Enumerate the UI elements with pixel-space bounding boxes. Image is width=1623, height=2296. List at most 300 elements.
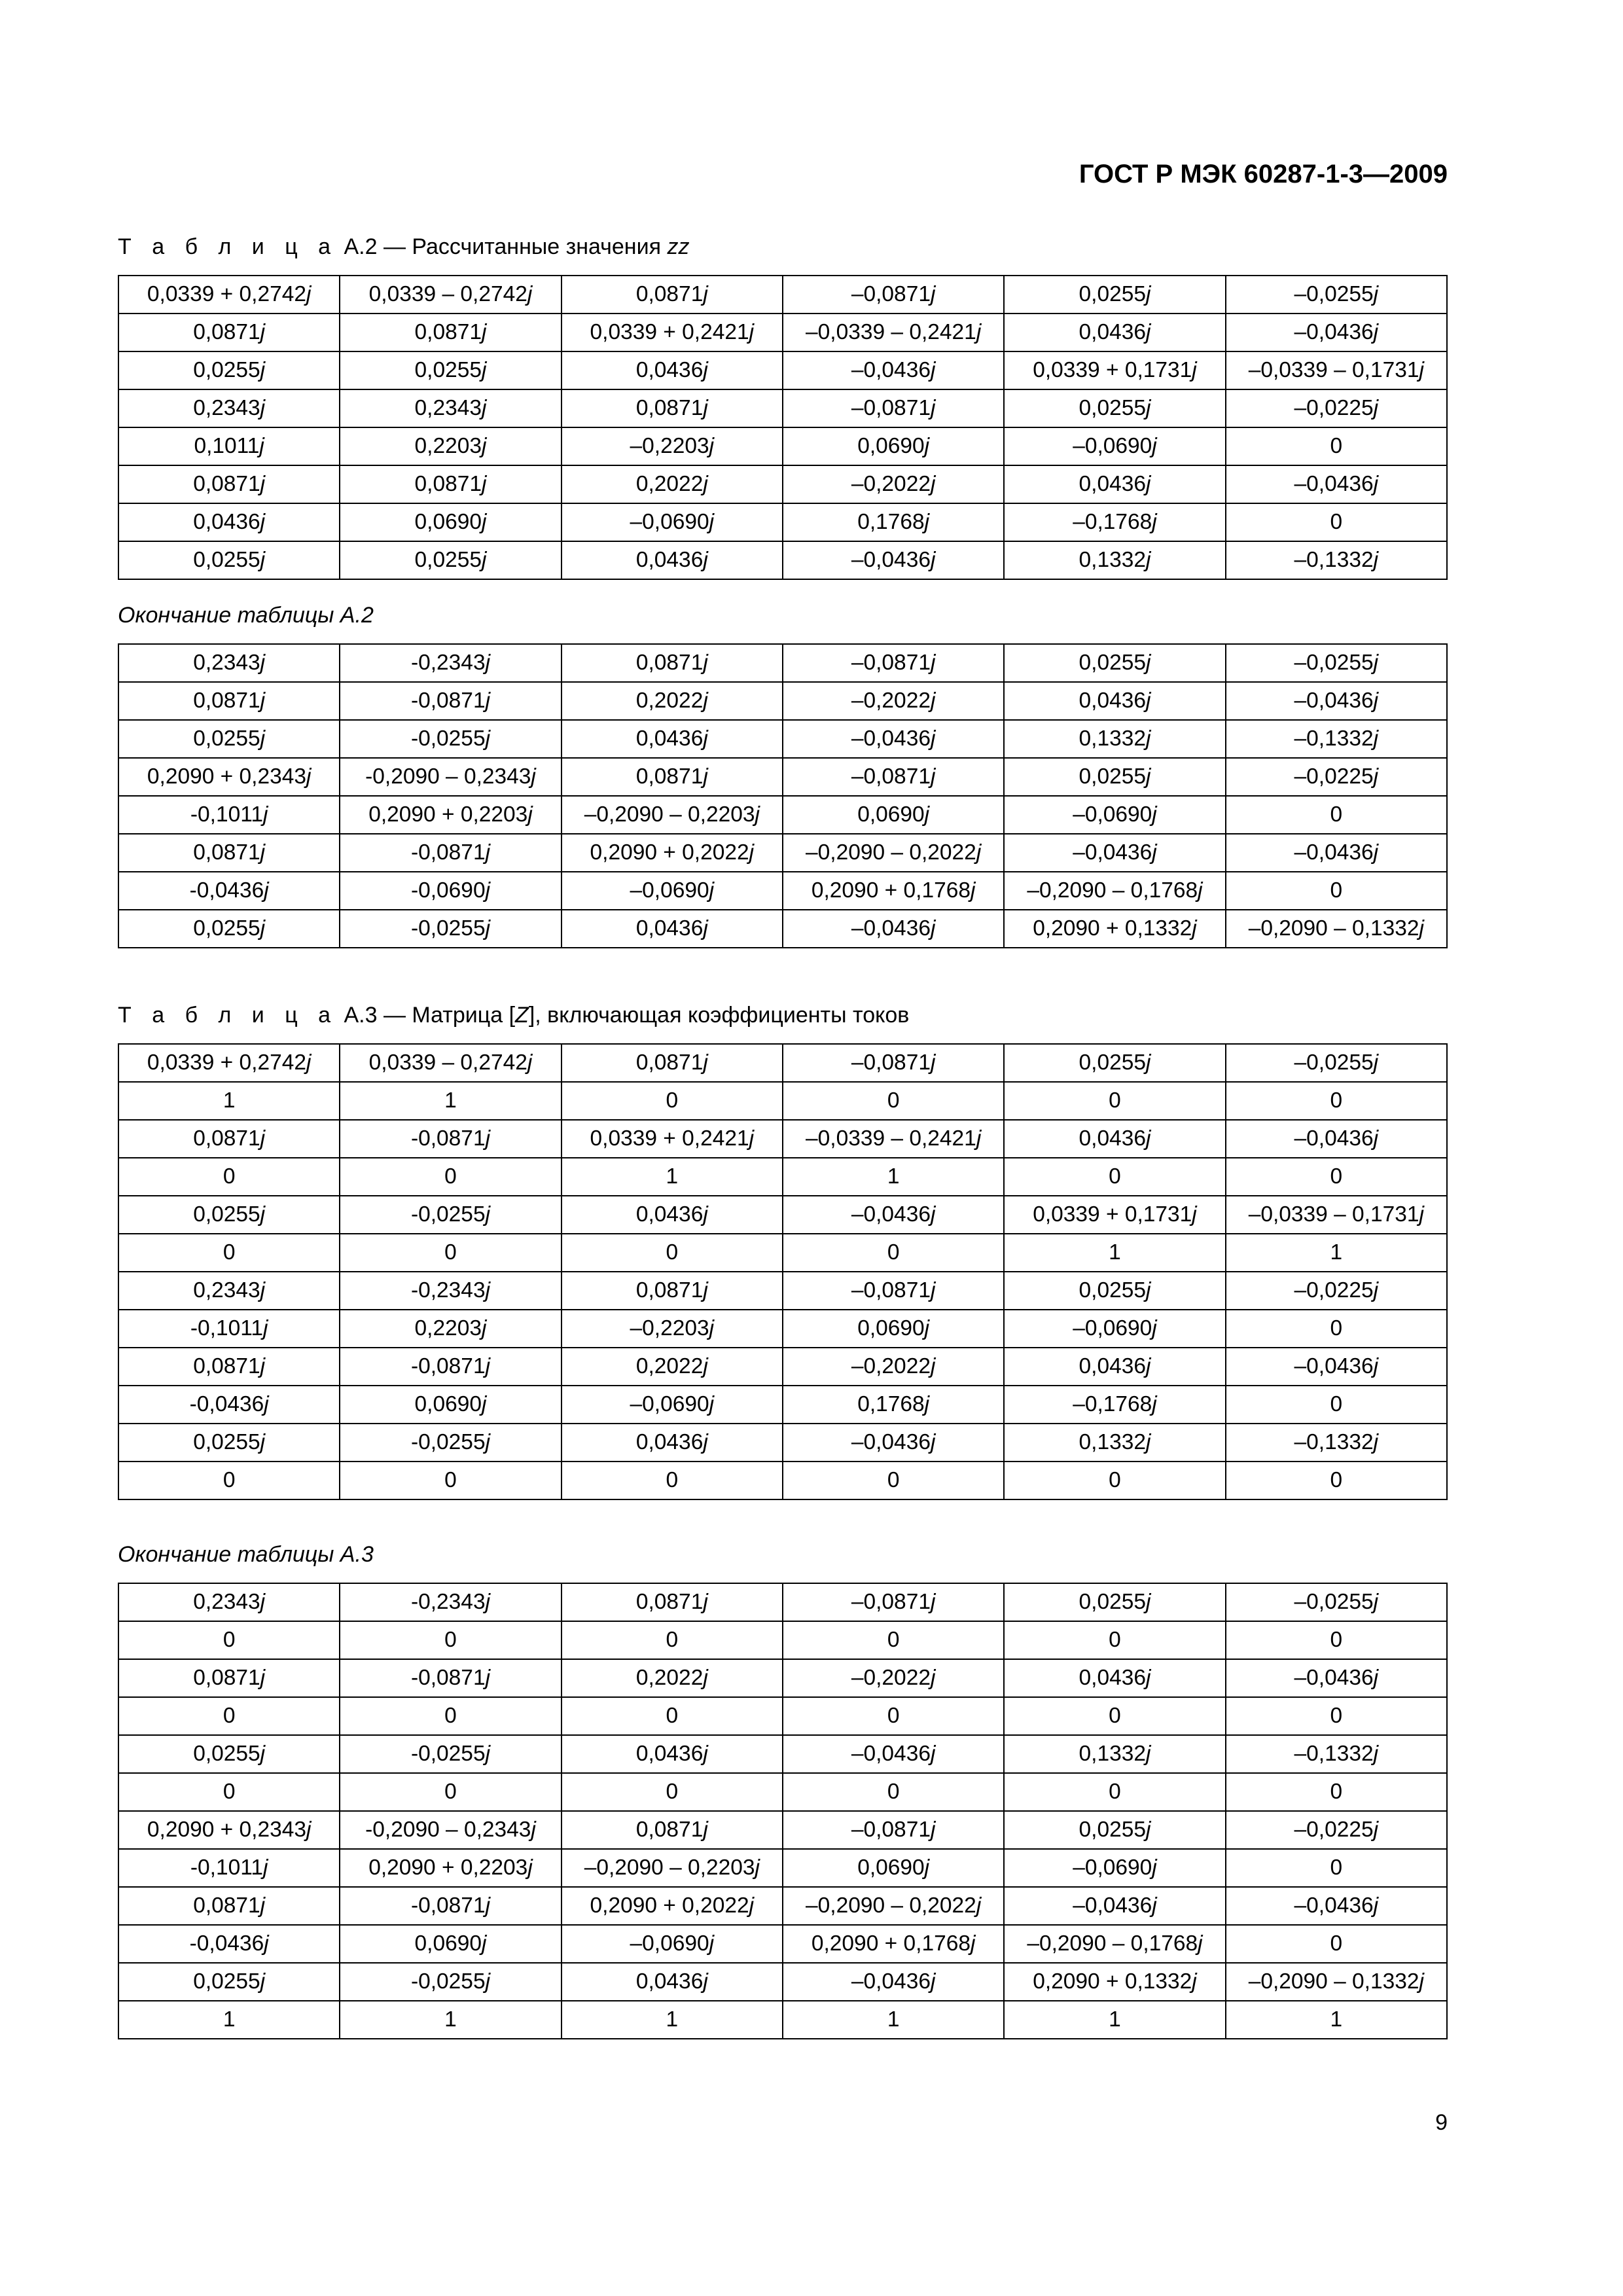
table-cell (1226, 1120, 1447, 1158)
imaginary-unit: j (1373, 840, 1379, 865)
table-cell (783, 1849, 1004, 1887)
imaginary-unit: j (263, 802, 268, 827)
imaginary-unit: j (930, 548, 936, 572)
imaginary-unit: j (482, 358, 487, 382)
table-cell (783, 1887, 1004, 1925)
table-cell (562, 351, 783, 389)
table-cell (562, 389, 783, 427)
cell-number: 0,0690 (857, 434, 925, 458)
table-cell (783, 758, 1004, 796)
table-cell (562, 1044, 783, 1082)
cell-number: -0,2343 (410, 651, 486, 675)
table-cell: 1 (1004, 2001, 1225, 2039)
table-cell (783, 1120, 1004, 1158)
imaginary-unit: j (1373, 548, 1379, 572)
table-cell (1004, 1925, 1225, 1963)
cell-number: 0,2203 (414, 1316, 482, 1340)
table-cell: 1 (340, 1082, 561, 1120)
table-cell (562, 1310, 783, 1348)
table-cell (783, 682, 1004, 720)
imaginary-unit: j (1145, 651, 1151, 675)
imaginary-unit: j (306, 282, 312, 306)
imaginary-unit: j (1373, 472, 1379, 496)
cell-number: –0,0436 (1294, 1666, 1374, 1690)
imaginary-unit: j (1373, 1050, 1379, 1075)
imaginary-unit: j (749, 1126, 755, 1151)
table-cell (340, 1424, 561, 1462)
cell-number: 0,0871 (193, 1666, 260, 1690)
imaginary-unit: j (1145, 1430, 1151, 1454)
table-cell (562, 720, 783, 758)
table-cell: 0 (340, 1234, 561, 1272)
table-cell (118, 1310, 340, 1348)
imaginary-unit: j (930, 1354, 936, 1378)
imaginary-unit: j (1145, 1666, 1151, 1690)
cell-number: 0,0255 (193, 358, 260, 382)
imaginary-unit: j (264, 1392, 269, 1416)
imaginary-unit: j (1145, 1126, 1151, 1151)
table-cell (1004, 503, 1225, 541)
table-cell (1004, 351, 1225, 389)
table-cell (340, 796, 561, 834)
table-cell: 0 (1226, 503, 1447, 541)
table-cell (1004, 872, 1225, 910)
table-cell (562, 541, 783, 579)
cell-number: 0,0339 + 0,1731 (1033, 358, 1192, 382)
table-cell (1226, 1583, 1447, 1621)
imaginary-unit: j (260, 510, 266, 534)
cell-number: -0,1011 (190, 1856, 263, 1880)
table-cell (1004, 758, 1225, 796)
cell-number: –0,0690 (630, 1931, 709, 1956)
cell-number: –0,0871 (851, 282, 931, 306)
cell-number: 0,0255 (1079, 1818, 1146, 1842)
imaginary-unit: j (930, 764, 936, 789)
table-cell (562, 834, 783, 872)
cell-number: 0,0255 (1079, 1050, 1146, 1075)
imaginary-unit: j (930, 396, 936, 420)
table-cell (1226, 314, 1447, 351)
table-a2-end (118, 643, 1448, 948)
imaginary-unit: j (1145, 1590, 1151, 1614)
imaginary-unit: j (1152, 840, 1157, 865)
cell-number: 0,0436 (1079, 472, 1146, 496)
imaginary-unit: j (1152, 510, 1157, 534)
table-cell: 0 (562, 1082, 783, 1120)
cell-number: –0,0225 (1294, 396, 1374, 420)
table-cell (118, 796, 340, 834)
table-cell (1226, 1272, 1447, 1310)
cell-number: 0,0436 (635, 1430, 704, 1454)
imaginary-unit: j (749, 840, 755, 865)
cell-number: –0,2090 – 0,2203 (584, 802, 755, 827)
table-cell (562, 796, 783, 834)
table-row (118, 1887, 1447, 1925)
table-label: Т а б л и ц а (118, 234, 338, 259)
imaginary-unit: j (930, 651, 936, 675)
cell-number: –0,0690 (1073, 802, 1152, 827)
table-cell (340, 1348, 561, 1386)
cell-number: –0,2022 (851, 1666, 931, 1690)
cell-number: 0,0255 (414, 358, 482, 382)
cell-number: 0,2022 (635, 689, 704, 713)
cell-number: –0,1332 (1294, 548, 1374, 572)
table-cell (783, 1196, 1004, 1234)
table-cell (562, 1963, 783, 2001)
imaginary-unit: j (703, 282, 708, 306)
table-cell (340, 1849, 561, 1887)
table-row (118, 1272, 1447, 1310)
table-cell (1004, 796, 1225, 834)
cell-number: -0,2090 – 0,2343 (365, 1818, 531, 1842)
cell-number: 0,0690 (414, 1931, 482, 1956)
table-cell (340, 1310, 561, 1348)
imaginary-unit: j (1373, 1430, 1379, 1454)
imaginary-unit: j (482, 472, 487, 496)
cell-number: -0,0871 (410, 689, 486, 713)
imaginary-unit: j (970, 878, 976, 903)
table-cell (1004, 427, 1225, 465)
imaginary-unit: j (930, 689, 936, 713)
imaginary-unit: j (485, 1430, 491, 1454)
imaginary-unit: j (709, 510, 715, 534)
cell-number: –0,0871 (851, 764, 931, 789)
table-cell (783, 1659, 1004, 1697)
table-cell (118, 1120, 340, 1158)
cell-number: 0,0871 (193, 1126, 260, 1151)
table-row (118, 1659, 1447, 1697)
cell-number: –0,0436 (851, 548, 931, 572)
imaginary-unit: j (1198, 878, 1203, 903)
table-cell: 0 (1226, 1082, 1447, 1120)
cell-number: 0,2203 (414, 434, 482, 458)
table-cell (118, 758, 340, 796)
cell-number: 0,2343 (193, 396, 260, 420)
cell-number: –0,0339 – 0,2421 (806, 320, 976, 344)
cell-number: 0,0871 (635, 764, 704, 789)
cell-number: –0,0436 (1073, 840, 1152, 865)
cell-number: -0,0436 (189, 1392, 264, 1416)
cell-number: 0,0690 (414, 510, 482, 534)
imaginary-unit: j (1373, 726, 1379, 751)
cell-number: 0,0871 (193, 840, 260, 865)
cell-number: 0,0339 + 0,1731 (1033, 1202, 1192, 1227)
imaginary-unit: j (1152, 802, 1157, 827)
cell-number: 0,0690 (857, 1316, 925, 1340)
table-cell: 0 (1226, 796, 1447, 834)
cell-number: –0,0255 (1294, 282, 1374, 306)
table-cell: 0 (1226, 872, 1447, 910)
cell-number: 0,0436 (1079, 689, 1146, 713)
cell-number: –0,0690 (630, 1392, 709, 1416)
table-cell (562, 1735, 783, 1773)
cell-number: 0,0436 (635, 1202, 704, 1227)
cell-number: 0,0339 + 0,2742 (147, 282, 306, 306)
imaginary-unit: j (703, 764, 708, 789)
table-row (118, 276, 1447, 314)
imaginary-unit: j (482, 1316, 487, 1340)
table-cell (340, 389, 561, 427)
table-row (118, 503, 1447, 541)
cell-number: 0,0339 – 0,2742 (368, 282, 527, 306)
imaginary-unit: j (482, 320, 487, 344)
imaginary-unit: j (482, 434, 487, 458)
table-cell (340, 1120, 561, 1158)
table-cell (783, 1811, 1004, 1849)
table-cell (1226, 1887, 1447, 1925)
table-cell (340, 314, 561, 351)
table-cell (118, 1386, 340, 1424)
imaginary-unit: j (485, 1202, 491, 1227)
table-cell (562, 1196, 783, 1234)
imaginary-unit: j (1145, 320, 1151, 344)
imaginary-unit: j (1373, 1893, 1379, 1918)
imaginary-unit: j (1152, 1392, 1157, 1416)
table-cell: 0 (783, 1082, 1004, 1120)
table-cell: 1 (783, 2001, 1004, 2039)
imaginary-unit: j (703, 1666, 708, 1690)
cell-number: –0,0339 – 0,1731 (1248, 1202, 1419, 1227)
imaginary-unit: j (709, 1392, 715, 1416)
imaginary-unit: j (1419, 1202, 1424, 1227)
cell-number: 0,2090 + 0,2022 (590, 1893, 749, 1918)
imaginary-unit: j (1192, 1969, 1197, 1994)
table-cell (340, 758, 561, 796)
cell-number: –0,0690 (630, 878, 709, 903)
table-cell (1004, 910, 1225, 948)
table-cell (340, 1583, 561, 1621)
table-cell: 0 (1226, 1386, 1447, 1424)
table-cell (1226, 1348, 1447, 1386)
imaginary-unit: j (485, 1278, 491, 1302)
table-row (118, 1424, 1447, 1462)
caption-text-end: ], включающая коэффициенты токов (528, 1003, 910, 1028)
table-cell (1004, 1887, 1225, 1925)
cell-number: 0,0871 (635, 396, 704, 420)
imaginary-unit: j (703, 1354, 708, 1378)
imaginary-unit: j (1373, 1742, 1379, 1766)
table-cell (340, 1735, 561, 1773)
table-cell (1004, 1735, 1225, 1773)
table-cell (1004, 834, 1225, 872)
imaginary-unit: j (1192, 358, 1197, 382)
cell-number: -0,0255 (410, 1430, 486, 1454)
cell-number: -0,2090 – 0,2343 (365, 764, 531, 789)
imaginary-unit: j (263, 1316, 268, 1340)
table-cell (562, 682, 783, 720)
table-cell (118, 1583, 340, 1621)
table-cell: 0 (1226, 1621, 1447, 1659)
cell-number: –0,0436 (851, 1202, 931, 1227)
table-cell (340, 276, 561, 314)
imaginary-unit: j (1373, 1354, 1379, 1378)
table-cell (783, 427, 1004, 465)
imaginary-unit: j (482, 1931, 487, 1956)
cell-number: 0,0255 (1079, 651, 1146, 675)
imaginary-unit: j (976, 1893, 982, 1918)
cell-number: –0,0436 (1294, 1354, 1374, 1378)
caption-text: А.3 — Матрица [ (338, 1003, 516, 1028)
table-cell (118, 1196, 340, 1234)
imaginary-unit: j (260, 1893, 266, 1918)
table-cell (562, 1925, 783, 1963)
imaginary-unit: j (1373, 282, 1379, 306)
table-row (118, 351, 1447, 389)
cell-number: 0,0436 (1079, 320, 1146, 344)
cell-number: –0,0225 (1294, 1818, 1374, 1842)
table-cell (1004, 314, 1225, 351)
table-cell: 0 (1226, 1773, 1447, 1811)
table-cell (1004, 720, 1225, 758)
imaginary-unit: j (1373, 1278, 1379, 1302)
cell-number: -0,0255 (410, 1969, 486, 1994)
cell-number: 0,2090 + 0,1768 (811, 878, 971, 903)
table-row (118, 720, 1447, 758)
table-cell (1004, 682, 1225, 720)
table-cell: 1 (783, 1158, 1004, 1196)
table-cell: 0 (118, 1462, 340, 1499)
table-row (118, 1082, 1447, 1120)
cell-number: 0,1332 (1079, 726, 1146, 751)
table-cell (562, 1348, 783, 1386)
table-cell (118, 1925, 340, 1963)
caption-text: А.2 — Рассчитанные значения (338, 234, 668, 259)
cell-number: 0,0255 (193, 1430, 260, 1454)
cell-number: –0,1332 (1294, 1742, 1374, 1766)
cell-number: 0,2090 + 0,1332 (1033, 1969, 1192, 1994)
table-cell: 0 (1226, 1849, 1447, 1887)
table-cell (783, 1310, 1004, 1348)
cell-number: 0,0871 (635, 1050, 704, 1075)
cell-number: 0,0255 (414, 548, 482, 572)
table-cell (562, 1386, 783, 1424)
cell-number: 0,0255 (1079, 396, 1146, 420)
table-row (118, 1462, 1447, 1499)
cell-number: 0,1332 (1079, 1430, 1146, 1454)
imaginary-unit: j (485, 1126, 491, 1151)
table-cell (1004, 1386, 1225, 1424)
table-cell (340, 1659, 561, 1697)
table-cell (340, 1044, 561, 1082)
cell-number: 0,0436 (1079, 1666, 1146, 1690)
imaginary-unit: j (1373, 320, 1379, 344)
table-cell: 0 (783, 1621, 1004, 1659)
cell-number: 0,0871 (635, 1278, 704, 1302)
imaginary-unit: j (1145, 548, 1151, 572)
table-cell (783, 503, 1004, 541)
table-cell (783, 644, 1004, 682)
cell-number: –0,0225 (1294, 1278, 1374, 1302)
cell-number: 0,0255 (1079, 282, 1146, 306)
table-cell (783, 1925, 1004, 1963)
imaginary-unit: j (924, 434, 930, 458)
table-cell (340, 427, 561, 465)
imaginary-unit: j (1145, 396, 1151, 420)
cell-number: –0,2090 – 0,1332 (1248, 916, 1419, 941)
cell-number: 0,2090 + 0,1332 (1033, 916, 1192, 941)
cell-number: 0,0871 (635, 282, 704, 306)
cell-number: –0,0436 (851, 1969, 931, 1994)
imaginary-unit: j (930, 472, 936, 496)
table-cell (783, 834, 1004, 872)
table-row (118, 1583, 1447, 1621)
imaginary-unit: j (755, 802, 760, 827)
table-cell (1004, 1044, 1225, 1082)
imaginary-unit: j (703, 548, 708, 572)
imaginary-unit: j (1192, 916, 1197, 941)
table-a3-end (118, 1583, 1448, 2039)
cell-number: 0,2090 + 0,2343 (147, 764, 306, 789)
caption-variable: Z (515, 1003, 529, 1028)
cell-number: –0,2090 – 0,1768 (1027, 1931, 1198, 1956)
table-row (118, 1735, 1447, 1773)
table-cell (118, 1272, 340, 1310)
cell-number: 0,0871 (414, 472, 482, 496)
imaginary-unit: j (527, 1856, 533, 1880)
imaginary-unit: j (485, 1666, 491, 1690)
table-cell (783, 276, 1004, 314)
imaginary-unit: j (930, 282, 936, 306)
cell-number: 0,0871 (193, 472, 260, 496)
table-cell (783, 1348, 1004, 1386)
table-cell (340, 351, 561, 389)
imaginary-unit: j (264, 878, 269, 903)
table-cell (118, 1811, 340, 1849)
table-a2-caption (118, 234, 689, 260)
imaginary-unit: j (703, 1050, 708, 1075)
table-cell (340, 682, 561, 720)
table-cell (562, 1811, 783, 1849)
imaginary-unit: j (260, 726, 266, 751)
table-cell (1004, 1310, 1225, 1348)
table-row (118, 427, 1447, 465)
cell-number: 0,2090 + 0,2203 (368, 1856, 528, 1880)
table-cell (118, 682, 340, 720)
cell-number: 0,0436 (1079, 1354, 1146, 1378)
cell-number: 0,2343 (414, 396, 482, 420)
table-cell (118, 720, 340, 758)
table-cell (783, 389, 1004, 427)
imaginary-unit: j (703, 726, 708, 751)
imaginary-unit: j (703, 1742, 708, 1766)
imaginary-unit: j (485, 1969, 491, 1994)
imaginary-unit: j (703, 472, 708, 496)
table-cell (118, 834, 340, 872)
imaginary-unit: j (1152, 1893, 1157, 1918)
table-cell (1226, 758, 1447, 796)
cell-number: 0,1768 (857, 510, 925, 534)
imaginary-unit: j (749, 320, 755, 344)
table-cell (1004, 1348, 1225, 1386)
imaginary-unit: j (1145, 726, 1151, 751)
imaginary-unit: j (1152, 434, 1157, 458)
imaginary-unit: j (263, 1856, 268, 1880)
imaginary-unit: j (260, 358, 266, 382)
imaginary-unit: j (930, 916, 936, 941)
table-cell (1004, 1849, 1225, 1887)
imaginary-unit: j (485, 651, 491, 675)
table-cell: 1 (562, 2001, 783, 2039)
table-cell (1004, 644, 1225, 682)
cell-number: 0,0255 (193, 916, 260, 941)
table-cell (340, 910, 561, 948)
imaginary-unit: j (485, 878, 491, 903)
cell-number: 0,0339 – 0,2742 (368, 1050, 527, 1075)
imaginary-unit: j (976, 840, 982, 865)
table-cell (783, 1963, 1004, 2001)
table-row (118, 758, 1447, 796)
table-row (118, 872, 1447, 910)
